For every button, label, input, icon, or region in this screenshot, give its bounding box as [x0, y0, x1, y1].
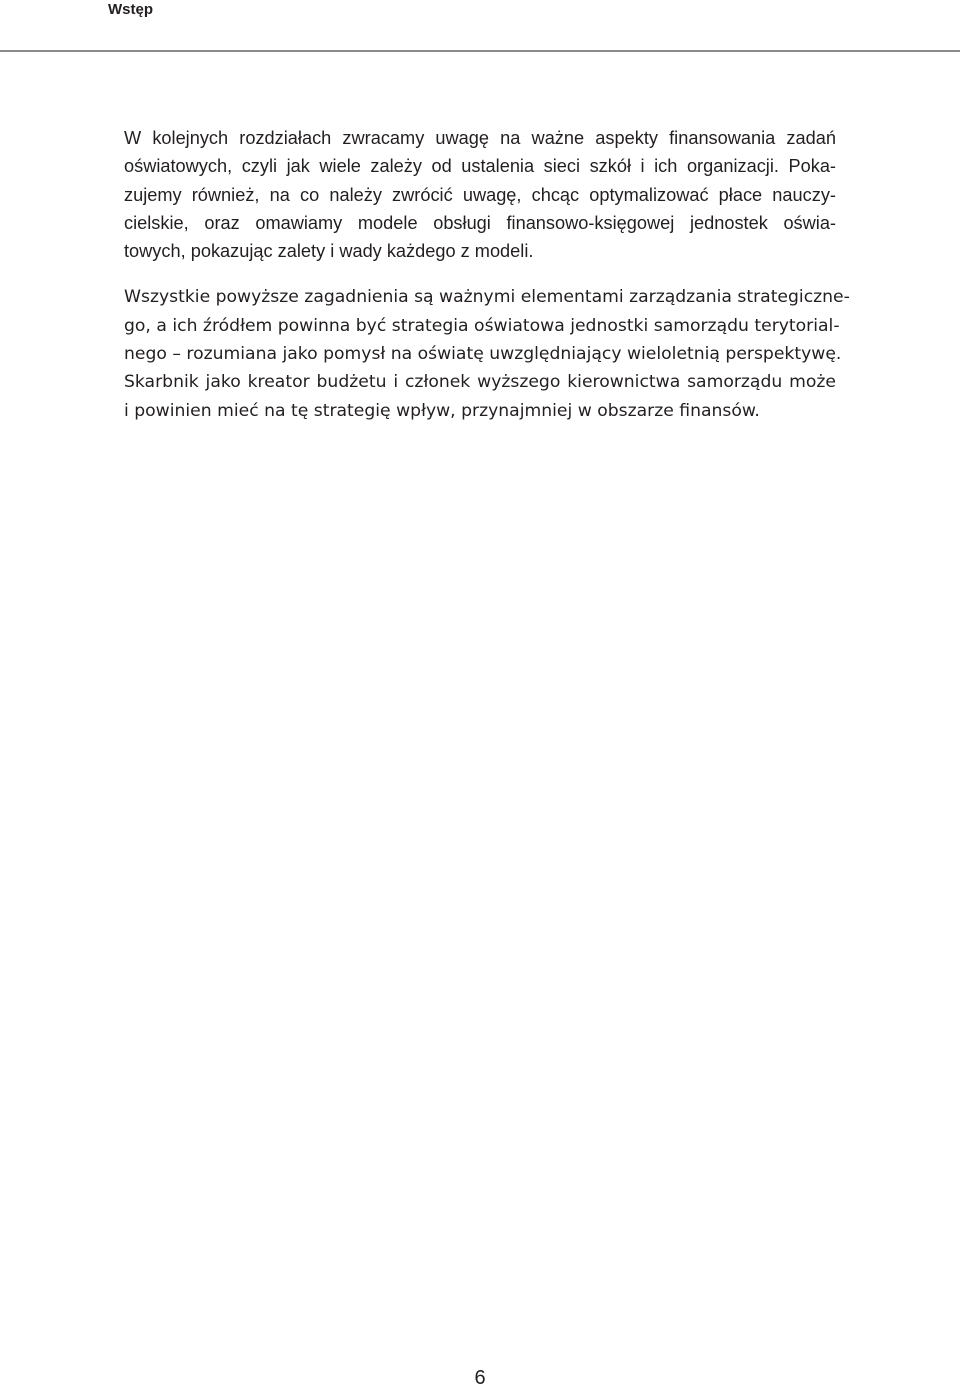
paragraph-1: [124, 124, 836, 265]
page-number: 6: [474, 1367, 486, 1389]
paragraph-2-line: nego – rozumiana jako pomysł na oświatę uwzględniający wieloletnią perspektywę.: [124, 344, 842, 365]
paragraph-1-line: towych, pokazując zalety i wady każdego z modeli.: [124, 241, 534, 262]
header-divider: [0, 50, 960, 52]
paragraph-2-line: Skarbnik jako kreator budżetu i członek wyższego kierownictwa samorządu może: [124, 372, 836, 393]
body-text: [124, 124, 850, 425]
running-header-title: Wstęp: [108, 1, 153, 18]
paragraph-1-line: zujemy również, na co należy zwrócić uwagę, chcąc optymalizować płace nauczy-: [124, 184, 836, 205]
paragraph-1-line: cielskie, oraz omawiamy modele obsługi finansowo-księgowej jednostek oświa-: [124, 212, 836, 233]
paragraph-2: [124, 283, 850, 424]
paragraph-2-line: go, a ich źródłem powinna być strategia oświatowa jednostki samorządu terytorial-: [124, 315, 840, 336]
paragraph-2-line: i powinien mieć na tę strategię wpływ, przynajmniej w obszarze finansów.: [124, 400, 760, 421]
paragraph-2-line: Wszystkie powyższe zagadnienia są ważnymi elementami zarządzania strategiczne-: [124, 287, 850, 308]
paragraph-1-line: oświatowych, czyli jak wiele zależy od ustalenia sieci szkół i ich organizacji. Poka-: [124, 156, 836, 177]
paragraph-1-line: W kolejnych rozdziałach zwracamy uwagę na ważne aspekty finansowania zadań: [124, 128, 836, 148]
